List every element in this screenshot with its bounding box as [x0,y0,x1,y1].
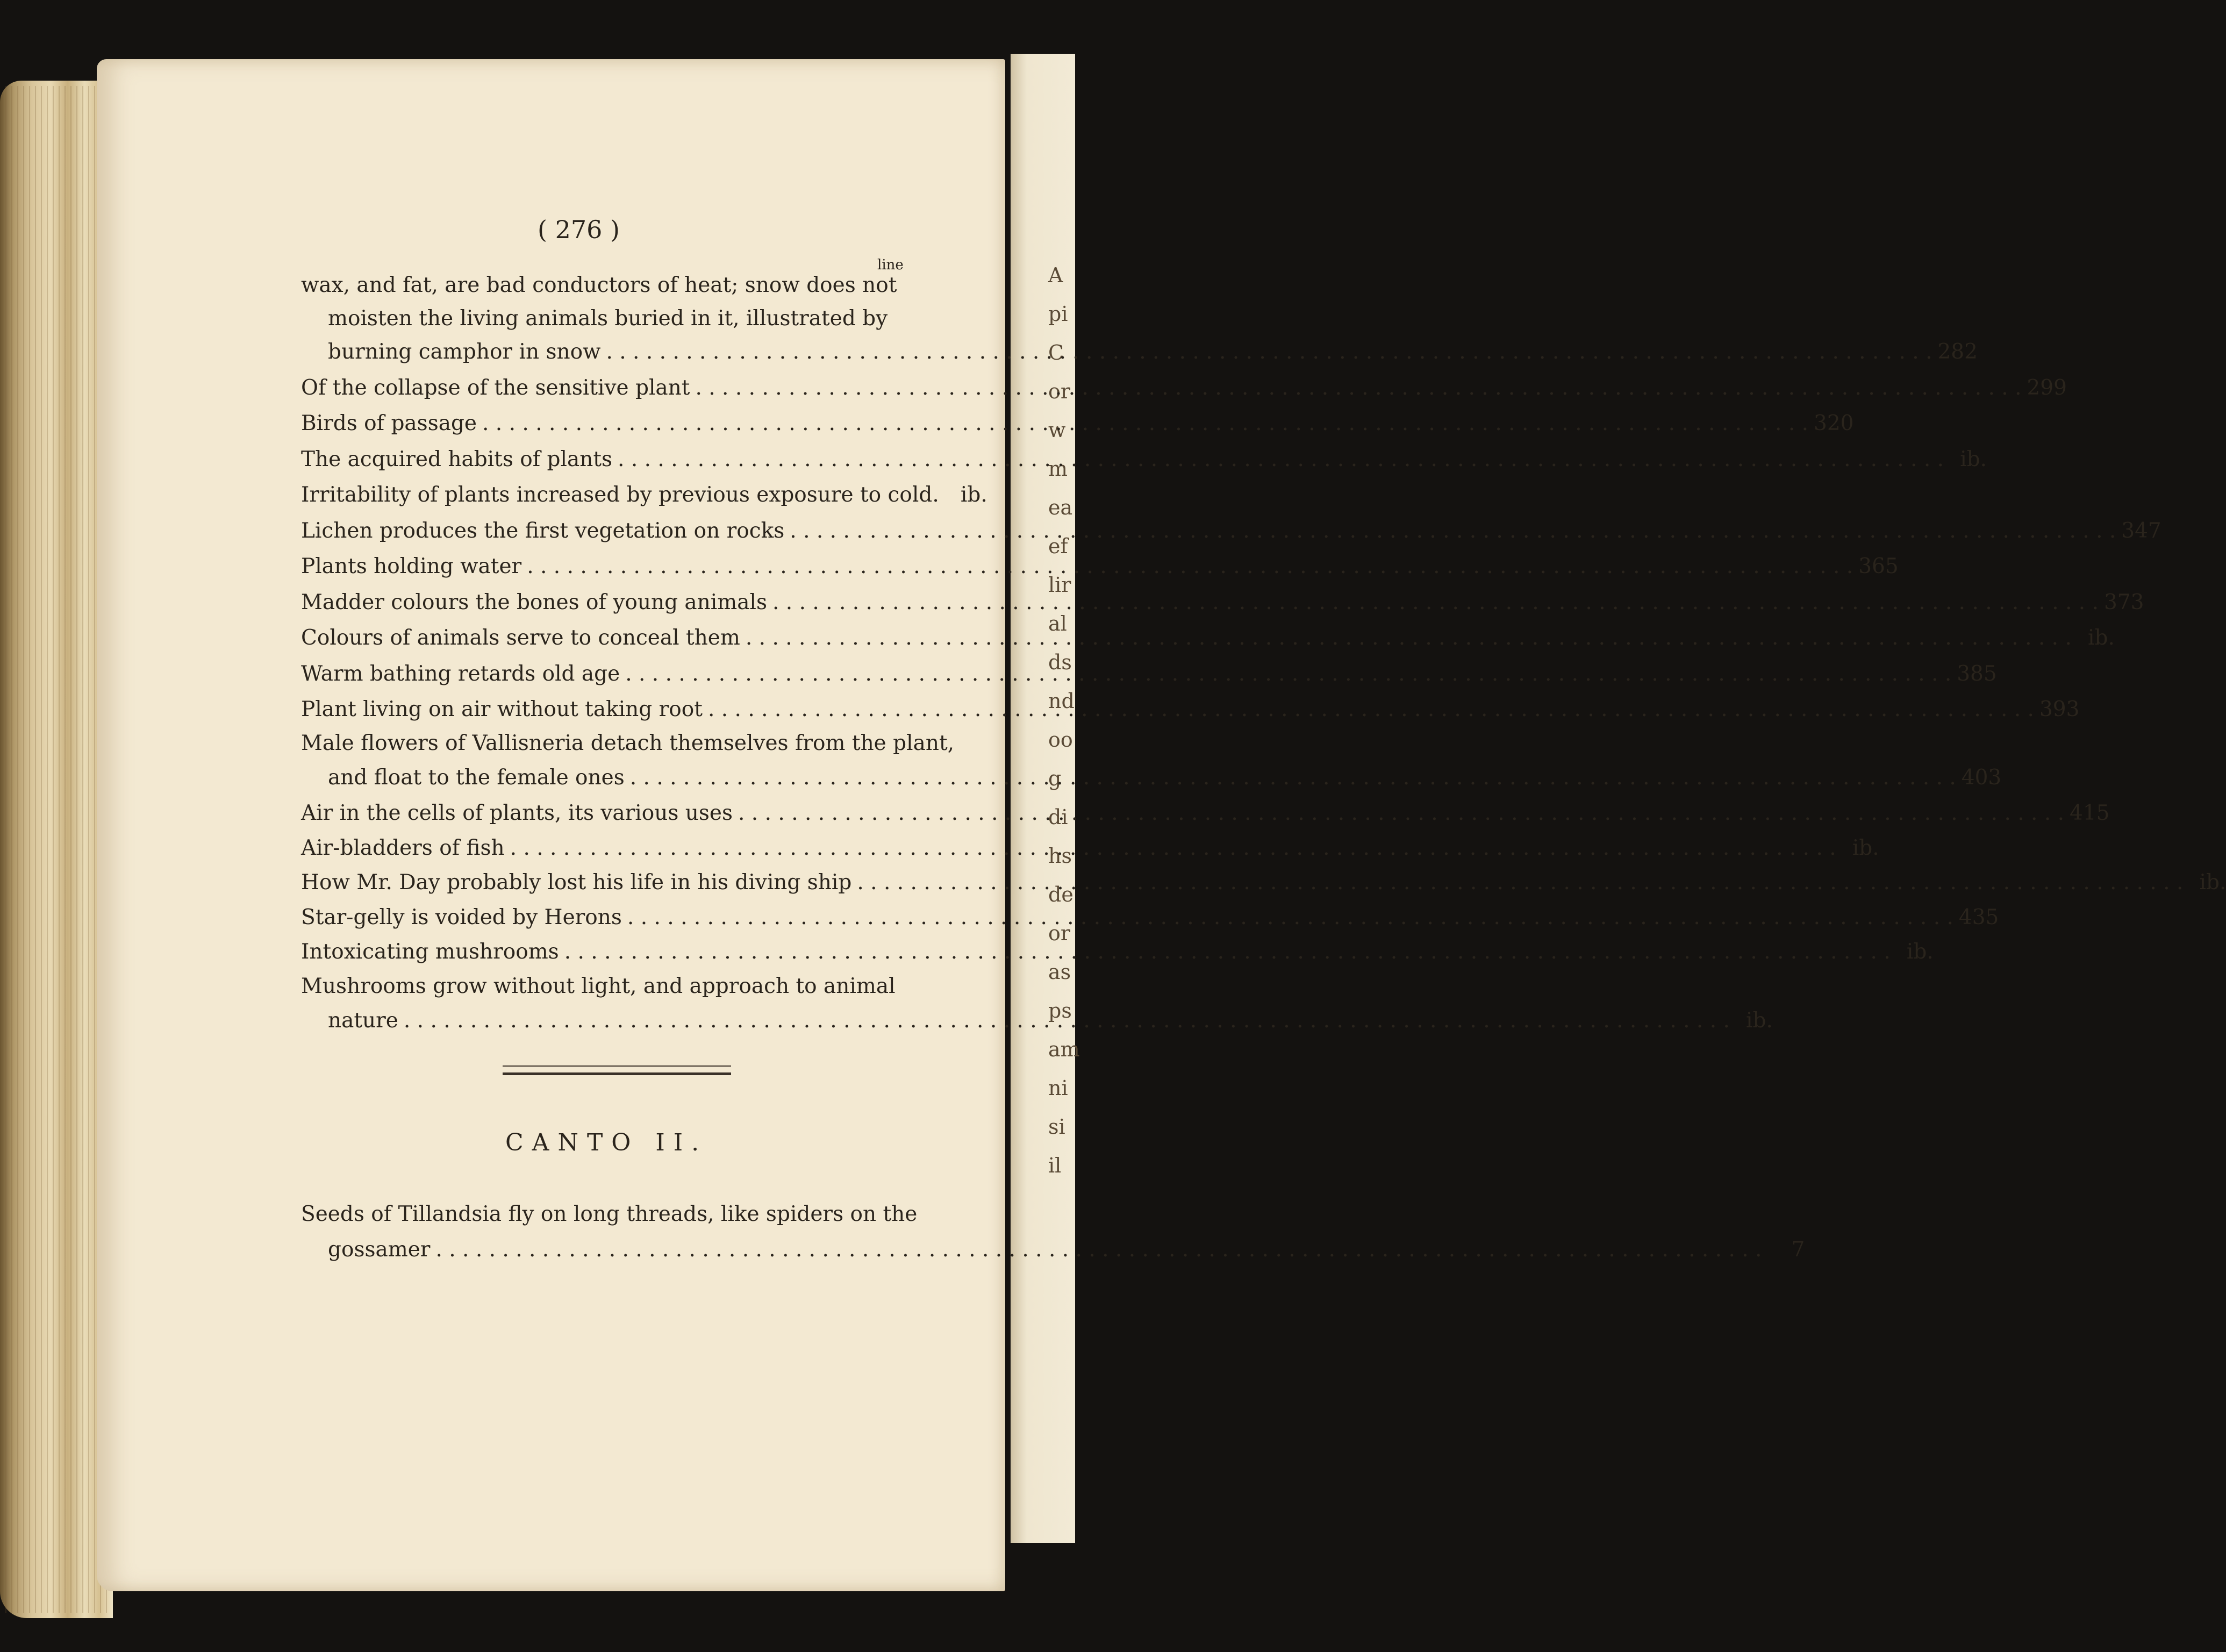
right-page-fragment: ps [1048,999,1072,1022]
leader-dots [435,1238,1762,1262]
index-entry [301,411,1854,441]
entry-text: How Mr. Day probably lost his life in his diving ship [301,870,852,895]
index-entry [328,340,1978,370]
entry-text: Colours of animals serve to conceal them [301,626,740,650]
right-page-fragment: w [1048,418,1066,442]
leader-dots [618,447,1944,471]
index-entry [301,518,2161,549]
canto-entry-line-2 [328,1238,1805,1268]
index-entry [301,940,1934,970]
entry-text: Star-gelly is voided by Herons [301,905,622,929]
canto-heading: CANTO II. [505,1129,708,1156]
entry-text: Warm bathing retards old age [301,661,620,686]
index-entry [301,590,2144,620]
entry-line-number: ib. [1746,1009,1773,1033]
vallisneria-entry-line-1: Male flowers of Vallisneria detach themselves from the plant, [301,731,955,755]
mushrooms-entry-line-1: Mushrooms grow without light, and approach to animal [301,974,896,998]
entry-text: gossamer [328,1238,431,1262]
entry-text: Madder colours the bones of young animals [301,590,767,614]
entry-line-number: ib. [1960,447,1987,471]
leader-dots [510,836,1836,860]
leader-dots [857,870,2183,895]
right-page-fragment: nd [1048,689,1075,713]
entry-text: Plants holding water [301,554,522,578]
leader-dots [738,801,2064,825]
entry-text: and float to the female ones [328,766,625,790]
leader-dots [482,411,1808,435]
leader-dots [772,590,2099,614]
right-page-fragment: si [1048,1115,1065,1139]
entry-line-number: 7 [1791,1238,1805,1262]
leader-dots [564,940,1891,964]
right-page-fragment: di [1048,805,1068,829]
entry-line-number: 385 [1957,661,1997,686]
right-page-fragment: or [1048,921,1071,945]
leader-dots [746,626,2072,650]
entry-line-number: ib. [2088,626,2115,650]
leader-dots [708,697,2034,721]
entry-line-number: 415 [2070,801,2110,825]
entry-line-number: ib. [1906,940,1934,964]
entry-line-number: 403 [1961,766,2002,790]
leader-dots [627,905,1953,929]
right-page-fragment: de [1048,883,1073,906]
entry-text: Air in the cells of plants, its various uses [301,801,733,825]
entry-text: Plant living on air without taking root [301,697,703,721]
canto-entry-line-1: Seeds of Tillandsia fly on long threads, like spiders on the [301,1202,918,1226]
leader-dots [606,340,1932,364]
right-page-fragment: ni [1048,1076,1068,1100]
right-page-fragment: A [1048,263,1063,287]
entry-line-number: 347 [2121,518,2161,543]
entry-text: burning camphor in snow [328,340,601,364]
leader-dots [790,519,2116,543]
entry-text: Irritability of plants increased by previous exposure to cold. [301,483,939,507]
index-entry [301,554,1899,584]
entry-line-number: 373 [2104,590,2144,614]
entry-line-number: 282 [1937,340,1978,364]
entry-text: nature [328,1009,398,1033]
entry-text: Air-bladders of fish [301,835,505,860]
right-page-fragment: or [1048,380,1071,403]
leader-dots [625,662,1951,686]
leader-dots [695,376,2021,400]
entry-line-number: 320 [1814,411,1854,435]
entry-text: Lichen produces the first vegetation on rocks [301,518,785,543]
vallisneria-entry-line-2 [328,766,2002,796]
entry-text: Birds of passage [301,411,477,435]
entry-line-number: ib. [960,483,987,507]
leader-dots [630,766,1956,790]
line-column-label: line [877,257,904,273]
right-page-fragment: g [1048,767,1062,790]
page-number: ( 276 ) [538,215,620,244]
continuation-line-1: wax, and fat, are bad conductors of heat; snow does not [301,273,897,297]
entry-line-number: 393 [2039,697,2080,721]
leader-dots [404,1009,1730,1033]
entry-text: Of the collapse of the sensitive plant [301,375,690,400]
page-edge-texture [5,86,108,1613]
right-page-fragment: am [1048,1038,1080,1061]
index-entry [301,661,1997,692]
right-page-fragment: m [1048,457,1068,481]
right-page-fragment: lir [1048,573,1071,597]
entry-text: The acquired habits of plants [301,447,613,471]
right-page-fragment: as [1048,960,1071,984]
right-page-fragment: al [1048,612,1067,635]
entry-line-number: 435 [1958,905,1999,929]
right-page-fragment: il [1048,1154,1062,1177]
entry-text: Intoxicating mushrooms [301,940,559,964]
entry-line-number: ib. [1852,835,1879,860]
right-page-fragment: C [1048,341,1064,364]
continuation-line-2: moisten the living animals buried in it, illustrated by [328,306,888,331]
right-page-fragment: ea [1048,496,1073,519]
right-page-fragment: hs [1048,844,1072,868]
right-page-fragment: ef [1048,534,1068,558]
entry-line-number: 365 [1858,554,1899,578]
section-divider [503,1065,731,1075]
right-page-fragment: ds [1048,650,1072,674]
index-entry [301,626,2115,656]
entry-line-number: 299 [2027,375,2067,400]
entry-line-number: ib. [2199,870,2226,895]
right-page-fragment: oo [1048,728,1073,752]
index-entry [301,483,987,513]
right-page-fragment: pi [1048,302,1068,326]
index-entry [301,447,1987,477]
leader-dots [527,554,1853,578]
